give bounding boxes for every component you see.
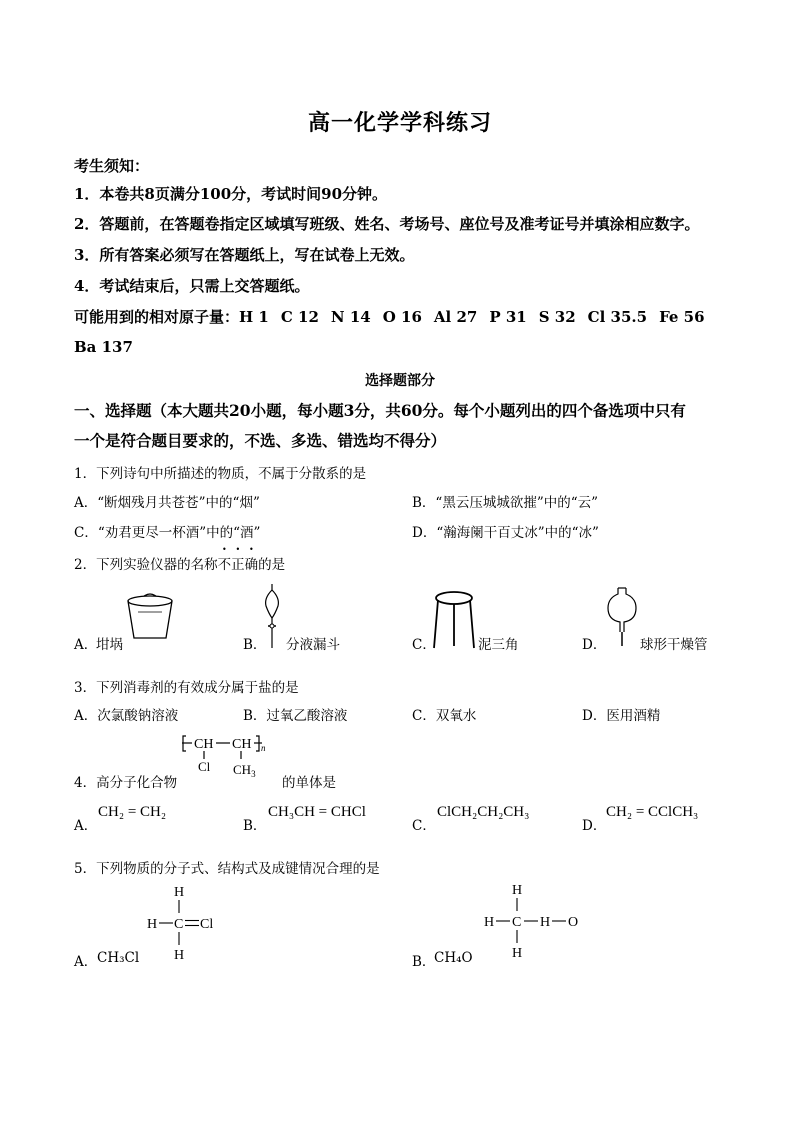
- question-4-option-a: CH₂ = CH₂: [98, 804, 167, 820]
- atom-cl: Cl: [200, 917, 214, 932]
- structure-b: [482, 880, 592, 960]
- question-4-option-b: CH₃CH = CHCl: [268, 804, 366, 820]
- notice-item-1: 1．本卷共8页满分100分，考试时间90分钟。: [74, 185, 388, 203]
- question-3-option-d: D．医用酒精: [582, 708, 661, 724]
- stem-text: 2．下列实验仪器的名称: [74, 557, 218, 573]
- atom-h-top: H: [174, 885, 185, 900]
- question-1-option-a: A．“断烟残月共苍苍”中的“烟”: [74, 495, 260, 511]
- question-5-option-a-label: A．: [74, 954, 98, 970]
- question-2-option-d-name: 球形干燥管: [640, 637, 708, 653]
- stem-text: 的是: [258, 557, 286, 573]
- atomic-mass: C 12: [280, 308, 319, 326]
- question-4-option-c: ClCH₂CH₂CH₃: [437, 804, 530, 820]
- question-3-option-c: C．双氧水: [412, 708, 477, 724]
- question-2-option-a-letter: A．: [74, 637, 98, 653]
- question-5-option-b-label: B．: [412, 954, 436, 970]
- question-2-option-d-letter: D．: [582, 637, 607, 653]
- atomic-mass: Al 27: [433, 308, 478, 326]
- structure-a: [145, 882, 235, 962]
- question-3-option-a: A．次氯酸钠溶液: [74, 708, 179, 724]
- atomic-mass: H 1: [239, 308, 269, 326]
- section-title: 选择题部分: [365, 373, 435, 389]
- polymer-cl: Cl: [198, 759, 211, 774]
- question-4-stem-post: 的单体是: [282, 775, 336, 791]
- polymer-ch3: $CH_3$: [233, 762, 256, 779]
- atomic-mass: P 31: [489, 308, 527, 326]
- polymer-ch-1: CH: [194, 737, 214, 752]
- atomic-mass: Cl 35.5: [587, 308, 648, 326]
- question-1-option-d: D．“瀚海阑干百丈冰”中的“冰”: [412, 525, 599, 541]
- atom-h-bottom: H: [174, 948, 185, 963]
- atom-h-bottom: H: [512, 946, 523, 961]
- question-4-option-d-letter: D．: [582, 818, 607, 834]
- clay-triangle-icon: [432, 588, 480, 652]
- notice-item-4: 4．考试结束后，只需上交答题纸。: [74, 277, 310, 295]
- atomic-mass: S 32: [538, 308, 576, 326]
- page-title: 高一化学学科练习: [307, 110, 492, 136]
- question-5-stem: 5．下列物质的分子式、结构式及成键情况合理的是: [74, 861, 380, 877]
- question-2-option-c-letter: C．: [412, 637, 436, 653]
- emphasis-char: 正: [231, 557, 245, 573]
- atom-c: C: [174, 917, 184, 932]
- crucible-icon: [120, 588, 180, 644]
- question-2-option-b-name: 分液漏斗: [286, 637, 340, 653]
- atomic-mass: N 14: [330, 308, 371, 326]
- section-intro-line-1: 一、选择题（本大题共20小题，每小题3分，共60分。每个小题列出的四个备选项中只有: [74, 401, 686, 420]
- question-5-option-b-formula: CH₄O: [434, 950, 473, 966]
- question-4-option-a-letter: A．: [74, 818, 98, 834]
- question-3-stem: 3．下列消毒剂的有效成分属于盐的是: [74, 680, 299, 696]
- notice-heading: 考生须知：: [74, 157, 150, 175]
- question-1-option-c: C．“劝君更尽一杯酒”中的“酒”: [74, 525, 261, 541]
- question-1-option-b: B．“黑云压城城欲摧”中的“云”: [412, 495, 599, 511]
- notice-item-2: 2．答题前，在答题卷指定区域填写班级、姓名、考场号、座位号及准考证号并填涂相应数字。: [74, 215, 700, 233]
- polymer-ch-2: CH: [232, 737, 252, 752]
- polymer-structure: [178, 731, 268, 781]
- atomic-masses-label: 可能用到的相对原子量：: [74, 308, 240, 326]
- atom-h-right: H: [540, 915, 551, 930]
- atomic-masses-line: [74, 306, 717, 327]
- question-2-option-a-name: 坩埚: [96, 637, 123, 653]
- question-1-stem: 1．下列诗句中所描述的物质，不属于分散系的是: [74, 466, 367, 482]
- notice-item-3: 3．所有答案必须写在答题纸上，写在试卷上无效。: [74, 246, 415, 264]
- atom-h-left: H: [484, 915, 495, 930]
- polymer-n: n: [261, 743, 266, 753]
- question-5-option-a-formula: CH₃Cl: [97, 950, 140, 966]
- question-4-stem-pre: 4．高分子化合物: [74, 775, 178, 791]
- atom-h-top: H: [512, 883, 523, 898]
- drying-tube-icon: [604, 586, 644, 648]
- question-4-option-d: CH₂ = CClCH₃: [606, 804, 699, 820]
- question-2-option-c-name: 泥三角: [478, 637, 519, 653]
- emphasis-char: 不: [217, 557, 232, 573]
- atomic-mass: Ba 137: [74, 338, 133, 356]
- section-intro-line-2: 一个是符合题目要求的，不选、多选、错选均不得分）: [74, 431, 447, 450]
- emphasis-char: 确: [244, 557, 259, 573]
- question-2-stem: [74, 553, 285, 573]
- atomic-mass: O 16: [382, 308, 422, 326]
- atom-o: O: [568, 915, 579, 930]
- atom-h-left: H: [147, 917, 158, 932]
- question-4-option-c-letter: C．: [412, 818, 436, 834]
- question-4-option-b-letter: B．: [243, 818, 267, 834]
- atom-c: C: [512, 915, 522, 930]
- question-3-option-b: B．过氧乙酸溶液: [243, 708, 348, 724]
- atomic-mass: Fe 56: [659, 308, 705, 326]
- question-2-option-b-letter: B．: [243, 637, 267, 653]
